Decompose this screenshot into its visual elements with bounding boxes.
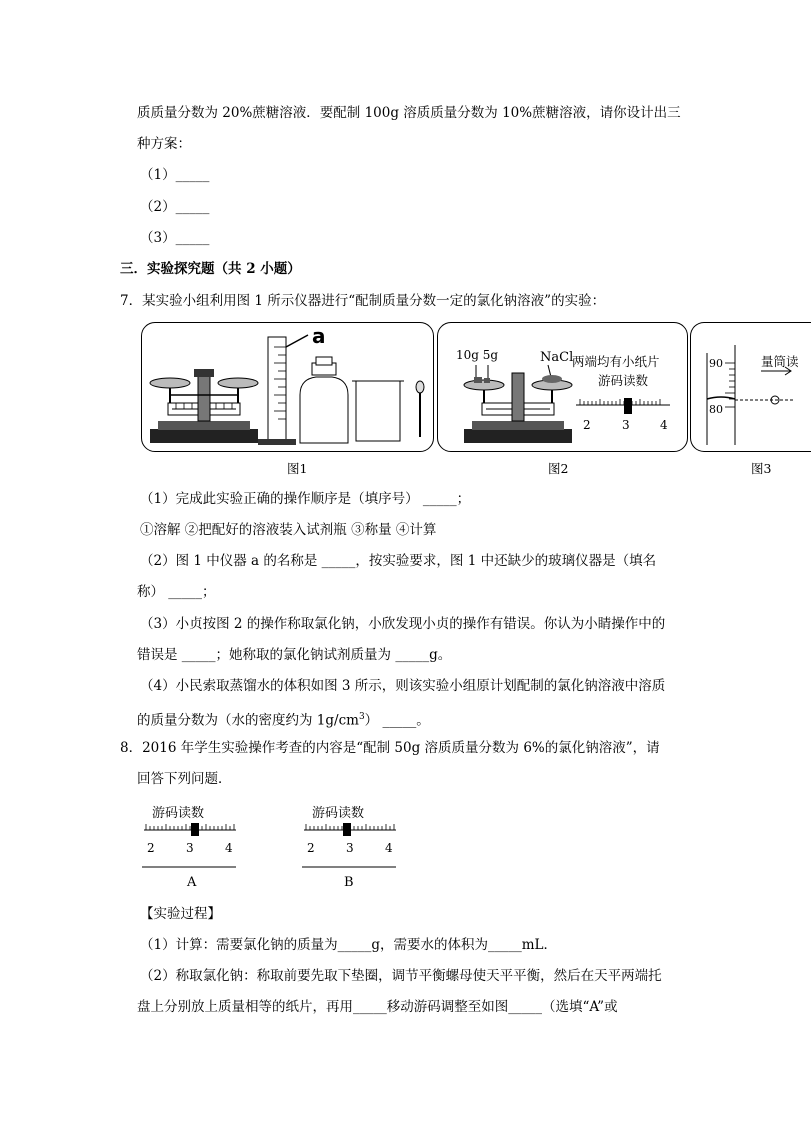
- q7-part4-superscript: 3: [358, 712, 365, 722]
- q8-step2-line2: 盘上分别放上质量相等的纸片，再用_____移动游码调整至如图_____（选填“A”或: [137, 999, 618, 1015]
- q6-line1: 质质量分数为 20%蔗糖溶液．要配制 100g 溶质质量分数为 10%蔗糖溶液，请你设计出三: [137, 105, 681, 121]
- figA-tick-2: 2: [147, 841, 155, 855]
- fig2-nacl-label: NaCl: [540, 350, 574, 365]
- figure-3-drawing: [691, 323, 799, 451]
- figure-1-caption: 图1: [287, 461, 308, 476]
- fig3-mark-80: 80: [709, 403, 723, 416]
- figure-3-caption: 图3: [751, 461, 772, 476]
- figure-1-drawing: [142, 323, 433, 451]
- fig2-tick-2: 2: [583, 418, 591, 432]
- fig3-text: 量筒读: [761, 354, 799, 369]
- figure-a-rider-scale: [140, 800, 242, 892]
- fig1-label-a: a: [312, 324, 326, 348]
- q7-part2-line2: 称） _____；: [137, 584, 216, 600]
- figure-2-caption: 图2: [548, 461, 569, 476]
- figB-label: B: [344, 875, 354, 890]
- fig3-mark-90: 90: [709, 357, 723, 370]
- q7-part4-text-end: ） _____。: [364, 712, 430, 729]
- q7-part2-line1: （2）图 1 中仪器 a 的名称是 _____，按实验要求，图 1 中还缺少的玻璃仪器是（填名: [140, 553, 657, 569]
- figure-2-panel: [437, 322, 688, 452]
- q8-step1: （1）计算：需要氯化钠的质量为_____g，需要水的体积为_____mL．: [140, 937, 557, 953]
- figure-3-panel: [690, 322, 811, 452]
- fig2-tick-4: 4: [660, 418, 668, 432]
- figB-tick-4: 4: [385, 841, 393, 855]
- q6-line2: 种方案：: [137, 136, 191, 152]
- q6-option-3: （3）_____: [140, 230, 210, 246]
- q8-stem-line1: 8．2016 年学生实验操作考查的内容是“配制 50g 溶质质量分数为 6%的氯化钠溶液”，请: [120, 740, 660, 756]
- q7-part3-line1: （3）小贞按图 2 的操作称取氯化钠，小欣发现小贞的操作有错误。你认为小睛操作中的: [140, 616, 666, 632]
- q6-option-1: （1）_____: [140, 167, 210, 183]
- figA-tick-3: 3: [186, 841, 194, 855]
- q7-part1-options: ①溶解 ②把配好的溶液装入试剂瓶 ③称量 ④计算: [140, 522, 437, 538]
- q6-option-2: （2）_____: [140, 199, 210, 215]
- q8-process-heading: 【实验过程】: [140, 906, 221, 922]
- figure-2-drawing: [438, 323, 687, 451]
- figB-tick-2: 2: [307, 841, 315, 855]
- q7-part4-line1: （4）小民索取蒸馏水的体积如图 3 所示，则该实验小组原计划配制的氯化钠溶液中溶质: [140, 678, 666, 694]
- q7-part4-line2: [137, 707, 430, 731]
- figA-title: 游码读数: [152, 806, 205, 821]
- figA-tick-4: 4: [225, 841, 233, 855]
- figure-1-panel: [141, 322, 434, 452]
- q7-part3-line2: 错误是 _____；她称取的氯化钠试剂质量为 _____g。: [137, 647, 452, 663]
- q7-part1: （1）完成此实验正确的操作顺序是（填序号） _____；: [140, 491, 471, 507]
- q8-stem-line2: 回答下列问题．: [137, 771, 232, 787]
- figB-tick-3: 3: [346, 841, 354, 855]
- fig2-tick-3: 3: [622, 418, 630, 432]
- q7-part4-text: 的质量分数为（水的密度约为 1g/cm: [137, 712, 359, 729]
- fig2-note-reading: 游码读数: [598, 373, 649, 388]
- fig2-note-paper: 两端均有小纸片: [572, 354, 660, 369]
- figA-label: A: [187, 875, 197, 890]
- figB-title: 游码读数: [312, 806, 365, 821]
- fig2-weights: 10g 5g: [456, 348, 499, 362]
- section-heading: 三．实验探究题（共 2 小题）: [120, 261, 301, 277]
- q7-stem: 7．某实验小组利用图 1 所示仪器进行“配制质量分数一定的氯化钠溶液”的实验：: [120, 293, 606, 309]
- figure-b-rider-scale: [300, 800, 402, 892]
- q8-step2-line1: （2）称取氯化钠：称取前要先取下垫圈，调节平衡螺母使天平平衡，然后在天平两端托: [140, 968, 662, 984]
